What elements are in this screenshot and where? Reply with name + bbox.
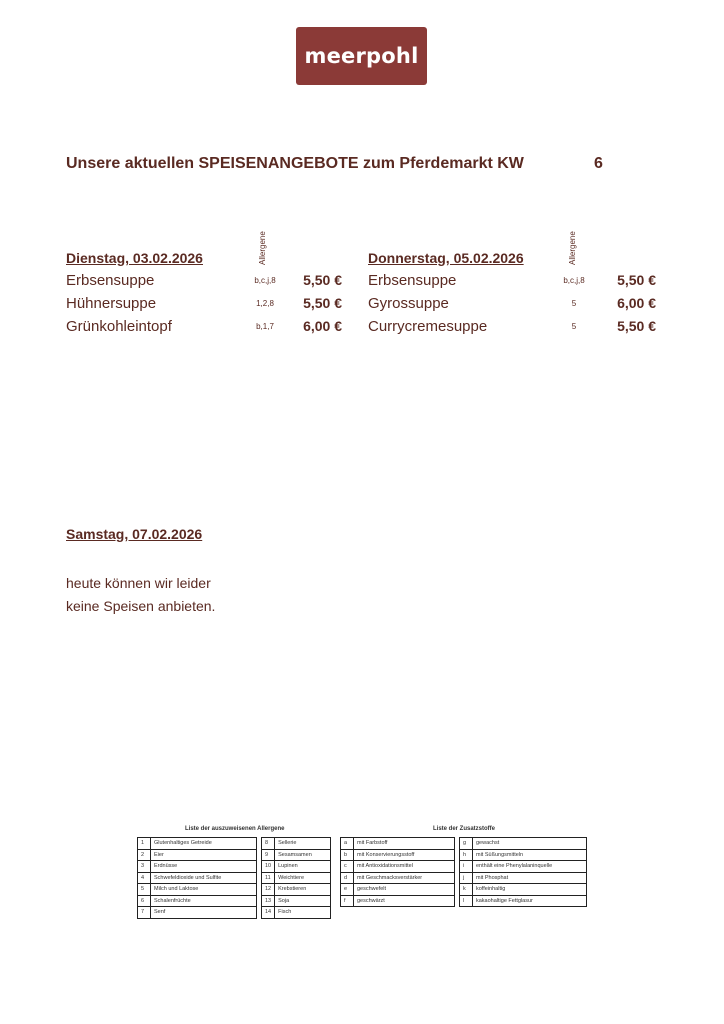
- allergen-row: [138, 884, 257, 896]
- dish-name: Grünkohleintopf: [66, 318, 172, 335]
- allergen-row: [262, 838, 331, 850]
- menu-item: [66, 295, 342, 318]
- allergen-label: Krebstieren: [275, 884, 331, 896]
- dish-name: Erbsensuppe: [66, 272, 155, 289]
- allergen-label: Eier: [151, 849, 257, 861]
- additive-code: e: [341, 884, 354, 896]
- allergen-row: [138, 895, 257, 907]
- additive-row: [341, 872, 455, 884]
- allergen-row: [262, 907, 331, 919]
- additive-list-title: Liste der Zusatzstoffe: [433, 826, 496, 832]
- allergen-label: Milch und Laktose: [151, 884, 257, 896]
- allergen-row: [138, 838, 257, 850]
- dish-price: 5,50 €: [303, 295, 342, 311]
- dish-price: 5,50 €: [303, 272, 342, 288]
- additive-label: gewachst: [473, 838, 587, 850]
- allergen-row: [262, 861, 331, 873]
- allergen-row: [138, 872, 257, 884]
- allergen-code: 12: [262, 884, 275, 896]
- allergen-codes: b,1,7: [256, 322, 274, 331]
- allergen-code: 13: [262, 895, 275, 907]
- menu-item: [368, 295, 656, 318]
- calendar-week-number: 6: [594, 155, 603, 172]
- notice-line: heute können wir leider: [66, 575, 211, 591]
- allergen-row: [262, 849, 331, 861]
- meerpohl-logo: meerpohl: [296, 27, 427, 85]
- additive-row: [460, 838, 587, 850]
- dish-name: Currycremesuppe: [368, 318, 488, 335]
- allergen-code: 11: [262, 872, 275, 884]
- allergen-code: 10: [262, 861, 275, 873]
- additive-code: c: [341, 861, 354, 873]
- headline-text: Unsere aktuellen SPEISENANGEBOTE zum Pferdemarkt KW: [66, 155, 524, 172]
- additive-code: f: [341, 895, 354, 907]
- additive-code: a: [341, 838, 354, 850]
- allergen-code: 1: [138, 838, 151, 850]
- allergen-label: Fisch: [275, 907, 331, 919]
- additive-label: mit Phosphat: [473, 872, 587, 884]
- allergen-label: Sellerie: [275, 838, 331, 850]
- additive-label: koffeinhaltig: [473, 884, 587, 896]
- allergen-code: 8: [262, 838, 275, 850]
- allergen-table-1: [137, 837, 257, 919]
- additive-label: geschwärzt: [354, 895, 455, 907]
- additive-code: d: [341, 872, 354, 884]
- day-title: Dienstag, 03.02.2026: [66, 250, 203, 266]
- dish-price: 6,00 €: [303, 318, 342, 334]
- allergen-row: [138, 849, 257, 861]
- allergen-code: 4: [138, 872, 151, 884]
- allergen-list-title: Liste der auszuweisenen Allergene: [185, 826, 285, 832]
- allergen-label: Glutenhaltiges Getreide: [151, 838, 257, 850]
- allergen-code: 5: [138, 884, 151, 896]
- allergen-row: [262, 895, 331, 907]
- allergen-row: [138, 861, 257, 873]
- dish-price: 6,00 €: [617, 295, 656, 311]
- allergen-label: Schwefeldioxide und Sulfite: [151, 872, 257, 884]
- allergen-row: [262, 884, 331, 896]
- saturday-notice: [66, 572, 215, 618]
- additive-row: [341, 895, 455, 907]
- page-headline: [66, 155, 626, 173]
- menu-item: [368, 318, 656, 341]
- allergen-row: [138, 907, 257, 919]
- additive-row: [341, 884, 455, 896]
- allergen-codes: b,c,j,8: [563, 276, 585, 285]
- allergen-row: [262, 872, 331, 884]
- additive-row: [460, 849, 587, 861]
- allergen-label: Schalenfrüchte: [151, 895, 257, 907]
- additive-table-1: [340, 837, 455, 907]
- allergen-label: Erdnüsse: [151, 861, 257, 873]
- additive-label: mit Konservierungsstoff: [354, 849, 455, 861]
- allergen-codes: 5: [571, 322, 577, 331]
- allergen-table-2: [261, 837, 331, 919]
- dish-price: 5,50 €: [617, 318, 656, 334]
- allergen-label: Weichtiere: [275, 872, 331, 884]
- allergene-column-header: Allergene: [568, 231, 577, 265]
- allergen-label: Sesamsamen: [275, 849, 331, 861]
- allergen-code: 2: [138, 849, 151, 861]
- additive-row: [460, 895, 587, 907]
- allergen-codes: b,c,j,8: [254, 276, 276, 285]
- dish-name: Hühnersuppe: [66, 295, 157, 312]
- additive-label: kakaohaltige Fettglasur: [473, 895, 587, 907]
- allergen-codes: 5: [571, 299, 577, 308]
- additive-code: k: [460, 884, 473, 896]
- additive-row: [460, 884, 587, 896]
- additive-label: enthält eine Phenylalaninquelle: [473, 861, 587, 873]
- menu-item: [66, 318, 342, 341]
- additive-label: mit Farbstoff: [354, 838, 455, 850]
- allergen-label: Soja: [275, 895, 331, 907]
- allergen-label: Senf: [151, 907, 257, 919]
- additive-code: j: [460, 872, 473, 884]
- allergen-code: 7: [138, 907, 151, 919]
- additive-code: g: [460, 838, 473, 850]
- allergen-code: 14: [262, 907, 275, 919]
- dish-name: Gyrossuppe: [368, 295, 449, 312]
- menu-item: [66, 272, 342, 295]
- additive-label: geschwefelt: [354, 884, 455, 896]
- additive-code: h: [460, 849, 473, 861]
- additive-row: [341, 838, 455, 850]
- day-title: Donnerstag, 05.02.2026: [368, 250, 524, 266]
- additive-row: [341, 849, 455, 861]
- additive-code: b: [341, 849, 354, 861]
- allergen-label: Lupinen: [275, 861, 331, 873]
- allergen-code: 9: [262, 849, 275, 861]
- dish-price: 5,50 €: [617, 272, 656, 288]
- allergen-code: 3: [138, 861, 151, 873]
- additive-table-2: [459, 837, 587, 907]
- additive-row: [341, 861, 455, 873]
- day-title-saturday: Samstag, 07.02.2026: [66, 526, 203, 542]
- allergen-code: 6: [138, 895, 151, 907]
- additive-label: mit Geschmacksverstärker: [354, 872, 455, 884]
- allergene-column-header: Allergene: [258, 231, 267, 265]
- dish-name: Erbsensuppe: [368, 272, 457, 289]
- additive-label: mit Antioxidationsmittel: [354, 861, 455, 873]
- notice-line: keine Speisen anbieten.: [66, 598, 216, 614]
- allergen-additive-legend: [137, 826, 589, 930]
- additive-code: i: [460, 861, 473, 873]
- additive-row: [460, 872, 587, 884]
- additive-code: l: [460, 895, 473, 907]
- allergen-codes: 1,2,8: [256, 299, 274, 308]
- menu-item: [368, 272, 656, 295]
- additive-label: mit Süßungsmitteln: [473, 849, 587, 861]
- additive-row: [460, 861, 587, 873]
